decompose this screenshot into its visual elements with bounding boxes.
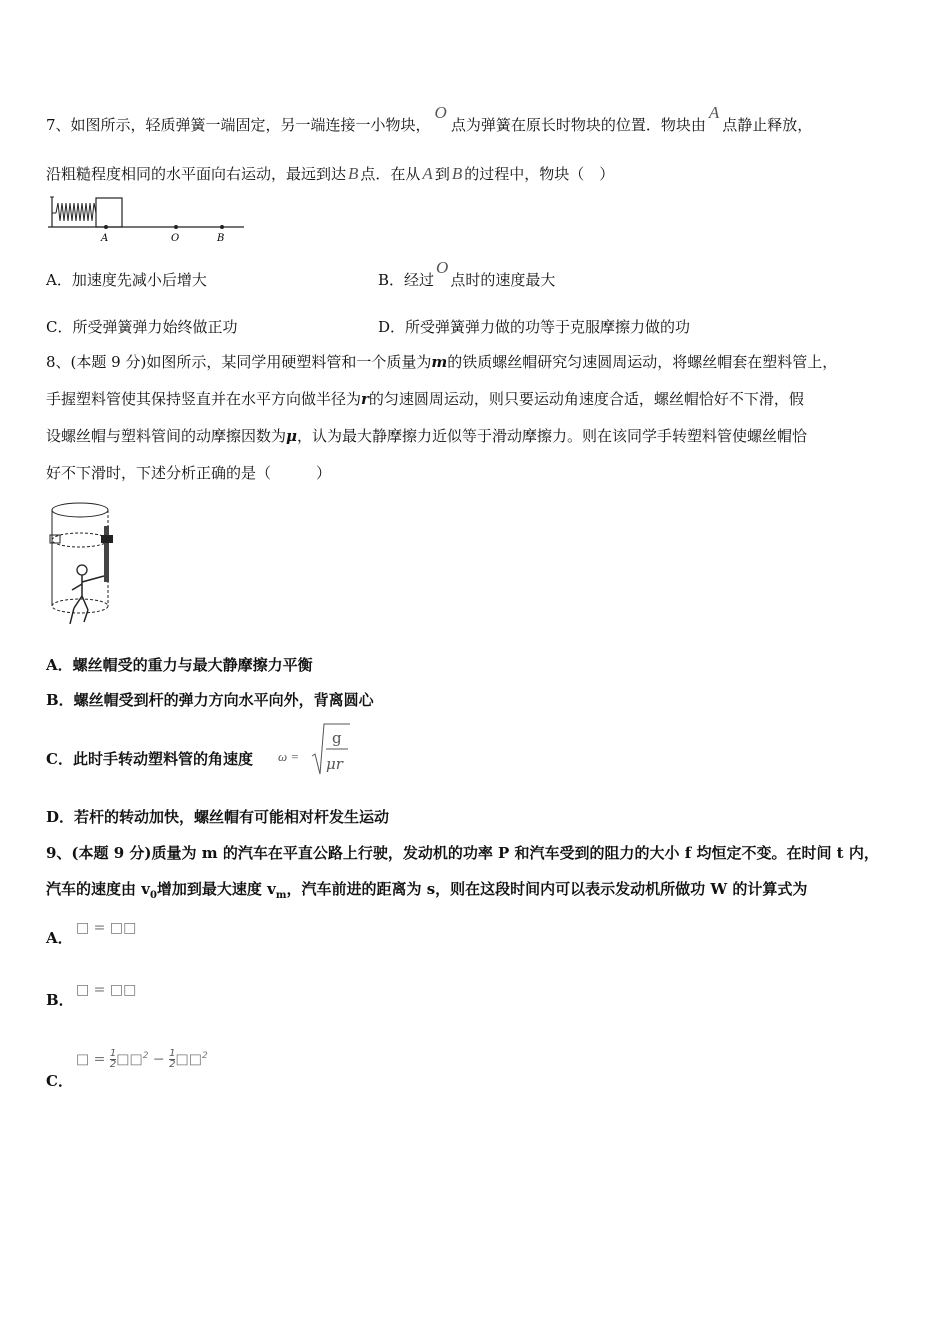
var-O2: O <box>436 258 449 277</box>
half-fraction-2: $\frac{1}{2}$ <box>169 1048 176 1071</box>
q7-option-c[interactable]: C．所受弹簧弹力始终做正功 <box>46 318 238 336</box>
q9-option-a[interactable]: A． <box>46 929 73 947</box>
var-A: A <box>708 103 720 122</box>
omega-formula: ω = g μr <box>278 722 299 743</box>
q9-option-a-formula: □ = □□ <box>76 920 137 936</box>
q7-option-b[interactable]: B．经过O点时的速度最大 <box>378 258 556 289</box>
half-fraction-1: $\frac{1}{2}$ <box>109 1048 117 1071</box>
q9-line1: 9、(本题 9 分)质量为 m 的汽车在平直公路上行驶，发动机的功率 P 和汽车受到的阻力的大小 f 均恒定不变。在时间 t 内， <box>46 844 879 862</box>
rotating-tube-figure <box>46 498 122 630</box>
q8-line3: 设螺丝帽与塑料管间的动摩擦因数为μ，认为最大静摩擦力近似等于滑动摩擦力。则在该同学手转塑料管使螺丝帽恰 <box>46 427 808 445</box>
q7-option-a[interactable]: A．加速度先减小后增大 <box>46 271 207 289</box>
sqrt-numerator: g <box>332 729 342 747</box>
var-A2: A <box>422 164 433 183</box>
q8-option-b[interactable]: B．螺丝帽受到杆的弹力方向水平向外，背离圆心 <box>46 691 374 709</box>
fig-label-O: O <box>171 233 180 244</box>
q9-option-c[interactable]: C． <box>46 1072 73 1090</box>
q9-option-b[interactable]: B． <box>46 991 74 1009</box>
fig-label-B: B <box>217 233 225 244</box>
var-B: B <box>348 164 359 183</box>
sqrt-denominator: μr <box>326 755 343 773</box>
var-B2: B <box>451 164 463 183</box>
q8-option-a[interactable]: A．螺丝帽受的重力与最大静摩擦力平衡 <box>46 656 313 674</box>
q9-line2: 汽车的速度由 $v_0$增加到最大速度 $v_m$，汽车前进的距离为 s，则在这段时间内可以表示发动机所做功 W 的计算式为 <box>46 880 808 901</box>
fig-label-A: A <box>101 233 109 244</box>
q8-line1: 8、(本题 9 分)如图所示，某同学用硬塑料管和一个质量为m的铁质螺丝帽研究匀速圆周运动，将螺丝帽套在塑料管上， <box>46 353 838 371</box>
q7-option-d[interactable]: D．所受弹簧弹力做的功等于克服摩擦力做的功 <box>378 318 691 336</box>
q9-option-c-formula: □ = $\frac{1}{2}$ □□$^2$ − $\frac{1}{2}$ □□$^2$ <box>76 1048 208 1071</box>
q7-line1: 7、如图所示，轻质弹簧一端固定，另一端连接一小物块，O点为弹簧在原长时物块的位置．物块由A点静止释放， <box>46 103 813 134</box>
spring-block-figure <box>46 195 246 247</box>
q7-line2: 沿粗糙程度相同的水平面向右运动，最远到达 B 点．在从 A 到 B 的过程中，物块（ ） <box>46 164 615 183</box>
q9-option-b-formula: □ = □□ <box>76 982 137 998</box>
q8-option-c[interactable]: C．此时手转动塑料管的角速度 <box>46 750 253 768</box>
q8-line2: 手握塑料管使其保持竖直并在水平方向做半径为r的匀速圆周运动，则只要运动角速度合适，螺丝帽恰好不下滑，假 <box>46 390 804 408</box>
q8-option-d[interactable]: D．若杆的转动加快，螺丝帽有可能相对杆发生运动 <box>46 808 390 826</box>
var-O: O <box>434 103 447 122</box>
q8-line4: 好不下滑时，下述分析正确的是（ ） <box>46 464 332 482</box>
